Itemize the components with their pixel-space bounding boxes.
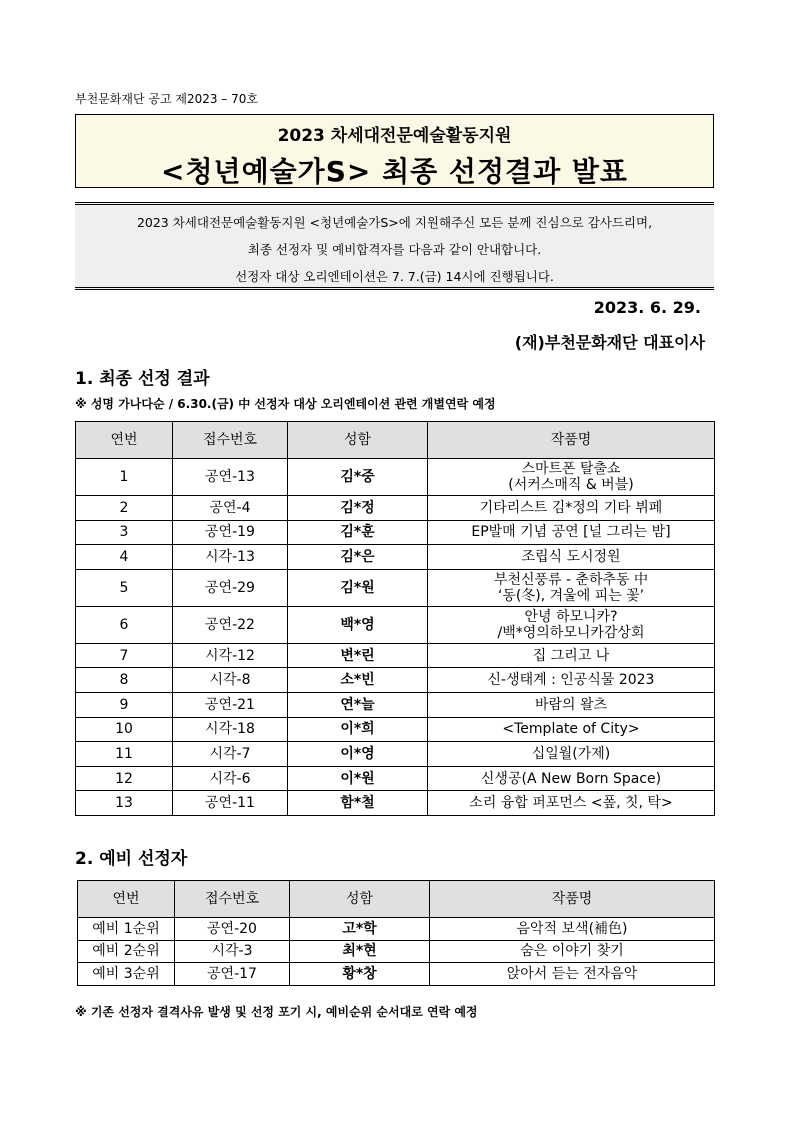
row-number: 13 <box>76 791 173 816</box>
applicant-name: 변*린 <box>288 643 428 668</box>
section2-title: 2. 예비 선정자 <box>75 849 188 869</box>
title-box <box>75 114 714 188</box>
application-number: 시각-3 <box>175 940 290 963</box>
intro-line: 최종 선정자 및 예비합격자를 다음과 같이 안내합니다. <box>247 242 542 257</box>
row-number: 예비 3순위 <box>78 963 175 986</box>
application-number: 공연-29 <box>173 569 288 606</box>
table-row <box>76 643 715 668</box>
row-number: 예비 2순위 <box>78 940 175 963</box>
applicant-name: 최*현 <box>290 940 430 963</box>
table-row <box>78 963 715 986</box>
row-number: 7 <box>76 643 173 668</box>
application-number: 공연-22 <box>173 606 288 643</box>
work-title <box>428 791 715 816</box>
application-number: 공연-19 <box>173 520 288 545</box>
application-number: 공연-11 <box>173 791 288 816</box>
application-number: 시각-8 <box>173 668 288 693</box>
header-id: 접수번호 <box>175 881 290 918</box>
applicant-name: 김*훈 <box>288 520 428 545</box>
table-row <box>76 791 715 816</box>
row-number: 예비 1순위 <box>78 918 175 941</box>
header-name: 성함 <box>290 881 430 918</box>
work-title-line: 안녕 하모니카? <box>524 608 618 625</box>
applicant-name: 이*영 <box>288 742 428 767</box>
applicant-name: 황*창 <box>290 963 430 986</box>
work-title-line: 음악적 보색(補色) <box>516 920 628 937</box>
work-title-line: 바람의 왈츠 <box>534 696 608 713</box>
work-title-line: (서커스매직 & 버블) <box>508 477 634 493</box>
organization-signature: (재)부천문화재단 대표이사 <box>514 333 705 352</box>
row-number: 11 <box>76 742 173 767</box>
table-header-row <box>78 881 715 918</box>
table-row <box>76 545 715 570</box>
work-title <box>430 918 715 941</box>
work-title <box>428 569 715 606</box>
work-title <box>428 766 715 791</box>
table-row <box>76 668 715 693</box>
table-row <box>76 520 715 545</box>
work-title <box>428 606 715 643</box>
table-row <box>78 918 715 941</box>
applicant-name: 이*원 <box>288 766 428 791</box>
work-title <box>428 496 715 521</box>
row-number: 10 <box>76 717 173 742</box>
work-title-line: 집 그리고 나 <box>532 647 610 664</box>
work-title <box>428 643 715 668</box>
applicant-name: 연*늘 <box>288 692 428 717</box>
header-id: 접수번호 <box>173 422 288 459</box>
work-title <box>430 963 715 986</box>
application-number: 시각-12 <box>173 643 288 668</box>
work-title <box>428 545 715 570</box>
header-no: 연번 <box>76 422 173 459</box>
work-title-line: 십일월(가제) <box>531 745 611 762</box>
work-title <box>430 940 715 963</box>
work-title <box>428 520 715 545</box>
application-number: 공연-21 <box>173 692 288 717</box>
work-title-line: ‘동(冬), 겨울에 피는 꽃’ <box>497 587 645 604</box>
notice-number: 부천문화재단 공고 제2023 – 70호 <box>75 92 258 106</box>
reserve-selection-table <box>77 880 715 986</box>
final-selection-table <box>75 421 715 816</box>
application-number: 공연-20 <box>175 918 290 941</box>
work-title <box>428 459 715 496</box>
application-number: 시각-18 <box>173 717 288 742</box>
footnote: ※ 기존 선정자 결격사유 발생 및 선정 포기 시, 예비순위 순서대로 연락 예정 <box>75 1005 478 1019</box>
applicant-name: 백*영 <box>288 606 428 643</box>
application-number: 공연-17 <box>175 963 290 986</box>
work-title-line: 숨은 이야기 찾기 <box>520 943 624 960</box>
announcement-date: 2023. 6. 29. <box>593 298 701 317</box>
work-title-line: <Template of City> <box>502 721 640 738</box>
table-row <box>76 606 715 643</box>
application-number: 공연-4 <box>173 496 288 521</box>
work-title-line: 신-생태계 : 인공식물 2023 <box>487 672 655 689</box>
table-row <box>76 717 715 742</box>
applicant-name: 이*희 <box>288 717 428 742</box>
intro-line: 2023 차세대전문예술활동지원 <청년예술가S>에 지원해주신 모든 분께 진심으로 감사드리며, <box>136 215 653 230</box>
work-title-line: 앉아서 듣는 전자음악 <box>506 965 638 982</box>
table-row <box>76 766 715 791</box>
table-row <box>76 459 715 496</box>
row-number: 1 <box>76 459 173 496</box>
title-line2: <청년예술가S> 최종 선정결과 발표 <box>161 155 628 188</box>
table-header-row <box>76 422 715 459</box>
intro-line: 선정자 대상 오리엔테이션은 7. 7.(금) 14시에 진행됩니다. <box>235 269 554 284</box>
row-number: 12 <box>76 766 173 791</box>
row-number: 8 <box>76 668 173 693</box>
table-row <box>78 940 715 963</box>
intro-box <box>75 202 714 290</box>
work-title-line: /백*영의하모니카감상회 <box>497 624 645 641</box>
work-title <box>428 692 715 717</box>
table-row <box>76 692 715 717</box>
table-row <box>76 742 715 767</box>
row-number: 5 <box>76 569 173 606</box>
work-title-line: 스마트폰 탈출쇼 <box>521 461 621 477</box>
table-row <box>76 496 715 521</box>
section1-title: 1. 최종 선정 결과 <box>75 369 210 389</box>
applicant-name: 김*원 <box>288 569 428 606</box>
table-row <box>76 569 715 606</box>
work-title <box>428 668 715 693</box>
header-name: 성함 <box>288 422 428 459</box>
work-title <box>428 742 715 767</box>
application-number: 시각-13 <box>173 545 288 570</box>
header-work: 작품명 <box>428 422 715 459</box>
work-title-line: 소리 융합 퍼포먼스 <퐆, 칫, 탁> <box>469 795 673 812</box>
applicant-name: 소*빈 <box>288 668 428 693</box>
row-number: 2 <box>76 496 173 521</box>
work-title-line: 기타리스트 김*정의 기타 뷔페 <box>479 499 663 516</box>
row-number: 3 <box>76 520 173 545</box>
row-number: 6 <box>76 606 173 643</box>
application-number: 공연-13 <box>173 459 288 496</box>
applicant-name: 함*철 <box>288 791 428 816</box>
application-number: 시각-6 <box>173 766 288 791</box>
application-number: 시각-7 <box>173 742 288 767</box>
applicant-name: 김*은 <box>288 545 428 570</box>
work-title <box>428 717 715 742</box>
work-title-line: 조립식 도시정원 <box>521 548 621 565</box>
applicant-name: 고*학 <box>290 918 430 941</box>
row-number: 9 <box>76 692 173 717</box>
row-number: 4 <box>76 545 173 570</box>
title-line1: 2023 차세대전문예술활동지원 <box>277 126 512 146</box>
header-work: 작품명 <box>430 881 715 918</box>
work-title-line: 신생공(A New Born Space) <box>480 770 662 787</box>
header-no: 연번 <box>78 881 175 918</box>
section1-note: ※ 성명 가나다순 / 6.30.(금) 中 선정자 대상 오리엔테이션 관련 개별연락 예정 <box>75 397 496 411</box>
applicant-name: 김*정 <box>288 496 428 521</box>
work-title-line: EP발매 기념 공연 [널 그리는 밤] <box>471 524 671 541</box>
applicant-name: 김*중 <box>288 459 428 496</box>
work-title-line: 부천신풍류 - 춘하추동 中 <box>493 571 649 588</box>
